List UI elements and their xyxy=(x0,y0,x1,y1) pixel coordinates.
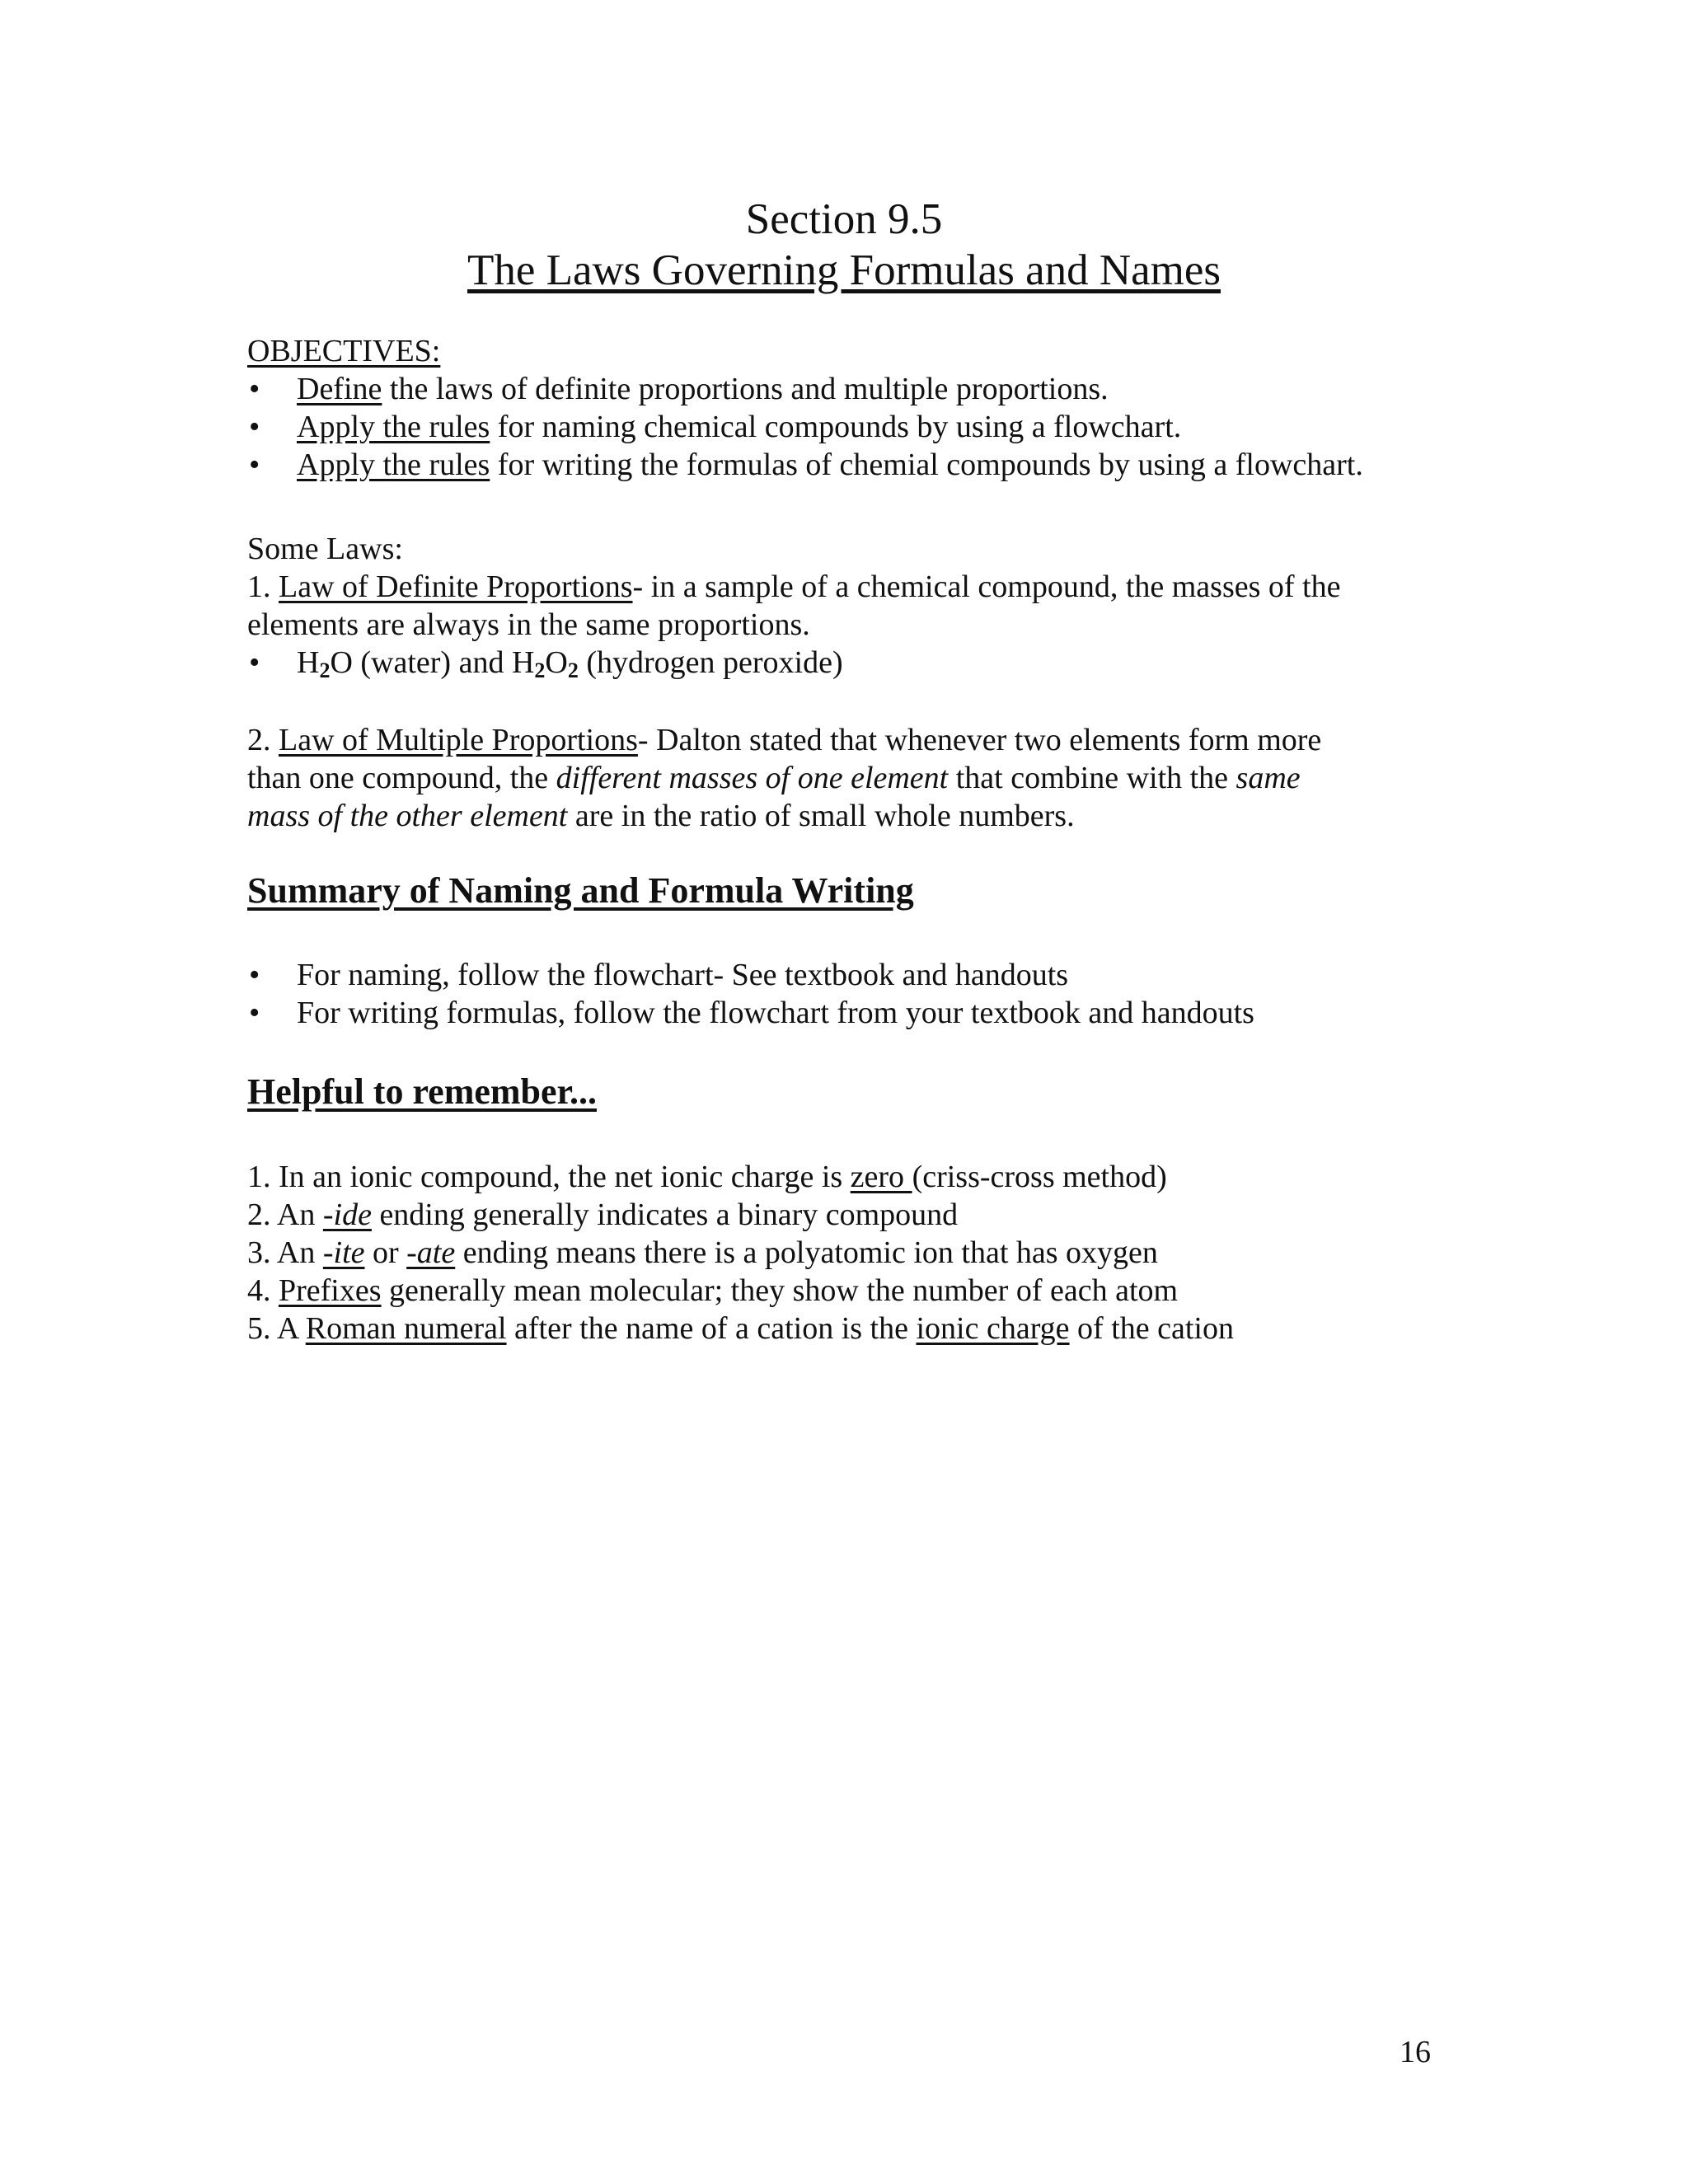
summary-section xyxy=(247,872,1459,910)
formula-subscript: 2 xyxy=(567,658,579,682)
remember-key-term: Roman numeral xyxy=(305,1311,507,1346)
remember-key-term: Prefixes xyxy=(279,1273,382,1308)
formula-part: H xyxy=(297,645,320,680)
law-number: 2. xyxy=(247,723,279,757)
law-text: are in the ratio of small whole numbers. xyxy=(567,799,1075,833)
law-text: - in a sample of a chemical compound, the masses of the xyxy=(632,569,1341,604)
objective-item xyxy=(247,370,1459,408)
remember-text: 5. A xyxy=(247,1311,306,1346)
law-multiple-line1 xyxy=(247,721,1459,759)
formula-part: (hydrogen peroxide) xyxy=(578,645,843,680)
formula-part: O (water) and H xyxy=(330,645,535,680)
summary-heading: Summary of Naming and Formula Writing xyxy=(247,870,914,911)
law-text: - Dalton stated that whenever two elements form more xyxy=(637,723,1322,757)
law-text-italic: different masses of one element xyxy=(556,761,949,795)
remember-heading: Helpful to remember... xyxy=(247,1071,598,1112)
formula-part: O xyxy=(545,645,568,680)
page-number: 16 xyxy=(1400,2035,1431,2069)
remember-text: ending means there is a polyatomic ion that has oxygen xyxy=(455,1235,1158,1270)
section-title: The Laws Governing Formulas and Names xyxy=(467,246,1221,294)
objective-text: for writing the formulas of chemial compounds by using a flowchart. xyxy=(490,448,1363,482)
laws-heading: Some Laws: xyxy=(247,532,403,566)
remember-text: of the cation xyxy=(1069,1311,1234,1346)
remember-text: 2. An xyxy=(247,1197,323,1232)
remember-text: ending generally indicates a binary compound xyxy=(371,1197,959,1232)
formula-subscript: 2 xyxy=(534,658,546,682)
remember-key-term: -ide xyxy=(322,1197,372,1232)
remember-item xyxy=(247,1158,1459,1196)
law-number: 1. xyxy=(247,569,279,604)
law-text: than one compound, the xyxy=(247,761,556,795)
law-text-italic: mass of the other element xyxy=(247,799,568,833)
law-definite-line2: elements are always in the same proportions. xyxy=(247,607,810,642)
objective-verb: Apply the rules xyxy=(297,410,490,444)
objectives-heading: OBJECTIVES: xyxy=(247,334,441,368)
law-text: that combine with the xyxy=(948,761,1236,795)
section-number: Section 9.5 xyxy=(745,195,943,243)
remember-item xyxy=(247,1310,1459,1347)
remember-section xyxy=(247,1073,1459,1111)
objective-text: the laws of definite proportions and multiple proportions. xyxy=(382,372,1109,406)
page-title xyxy=(0,194,1688,296)
law-text-italic: same xyxy=(1236,761,1301,795)
formula-subscript: 2 xyxy=(319,658,331,682)
bullet-icon: • xyxy=(249,448,260,482)
remember-key-term: -ate xyxy=(406,1235,456,1270)
objective-text: for naming chemical compounds by using a flowchart. xyxy=(490,410,1182,444)
summary-item-text: For naming, follow the flowchart- See textbook and handouts xyxy=(297,958,1069,992)
remember-text: after the name of a cation is the xyxy=(506,1311,917,1346)
law-multiple-line2 xyxy=(247,759,1459,797)
remember-text: 1. In an ionic compound, the net ionic charge is xyxy=(247,1160,851,1194)
remember-item xyxy=(247,1272,1459,1310)
bullet-icon: • xyxy=(249,958,260,992)
remember-text: (criss-cross method) xyxy=(912,1160,1167,1194)
objective-item xyxy=(247,446,1459,484)
remember-item xyxy=(247,1196,1459,1234)
law-example xyxy=(247,644,1459,682)
remember-key-term: zero xyxy=(850,1160,912,1194)
law-multiple-section xyxy=(247,721,1459,835)
law-name: Law of Definite Proportions xyxy=(279,569,633,604)
remember-text: 3. An xyxy=(247,1235,323,1270)
remember-key-term: -ite xyxy=(322,1235,365,1270)
summary-item xyxy=(247,956,1459,994)
law-name: Law of Multiple Proportions xyxy=(279,723,638,757)
objective-item xyxy=(247,408,1459,446)
remember-text: 4. xyxy=(247,1273,279,1308)
summary-item xyxy=(247,994,1459,1032)
law-multiple-line3 xyxy=(247,797,1459,835)
remember-text: or xyxy=(364,1235,407,1270)
summary-list xyxy=(247,956,1459,1032)
laws-section xyxy=(247,530,1459,682)
objective-verb: Apply the rules xyxy=(297,448,490,482)
bullet-icon: • xyxy=(249,645,260,680)
remember-item xyxy=(247,1234,1459,1272)
objectives-section xyxy=(247,332,1459,484)
remember-text: generally mean molecular; they show the number of each atom xyxy=(381,1273,1179,1308)
bullet-icon: • xyxy=(249,996,260,1030)
remember-list xyxy=(247,1158,1459,1347)
bullet-icon: • xyxy=(249,372,260,406)
summary-item-text: For writing formulas, follow the flowchart from your textbook and handouts xyxy=(297,996,1254,1030)
remember-key-term: ionic charge xyxy=(916,1311,1070,1346)
law-definite-line1 xyxy=(247,568,1459,606)
bullet-icon: • xyxy=(249,410,260,444)
objective-verb: Define xyxy=(297,372,382,406)
